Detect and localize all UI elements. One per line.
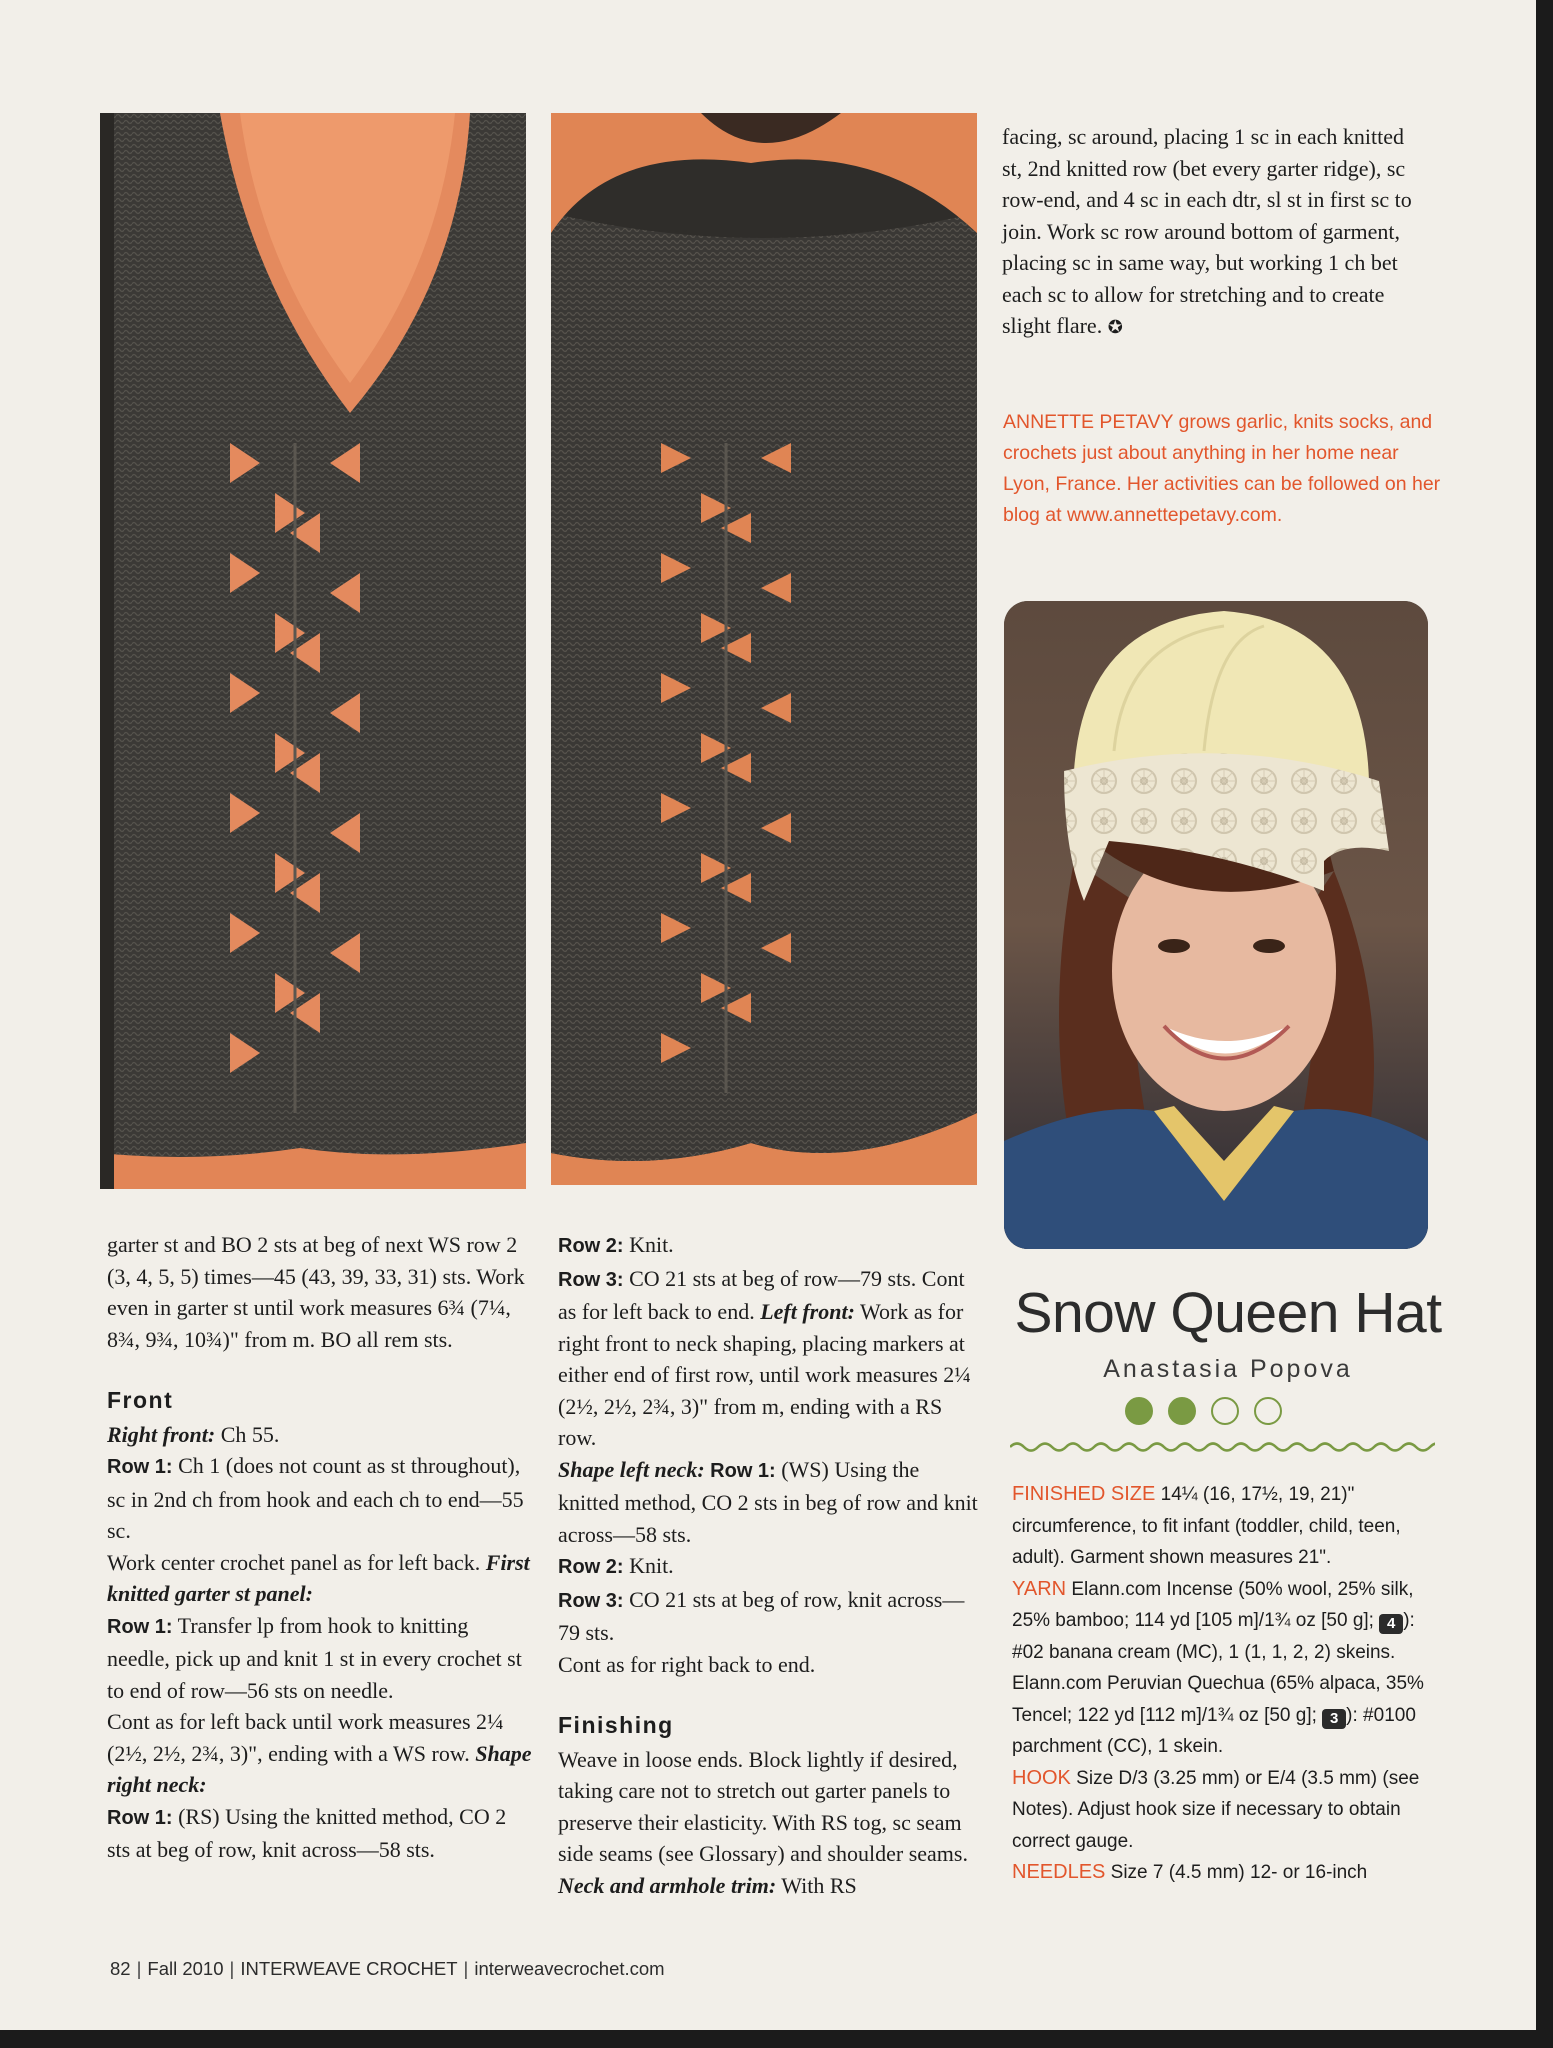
paragraph: garter st and BO 2 sts at beg of next WS row 2 (3, 4, 5, 5) times—45 (43, 39, 33, 31) sts. Work even in garter st until work measures 6¾ (7¼, 8¾, 9¾, 10¾)" from m. BO all rem sts. <box>107 1232 525 1352</box>
section-heading-front: Front <box>107 1387 174 1413</box>
paragraph: Work center crochet panel as for left back. First knitted garter st panel: <box>107 1549 530 1606</box>
paragraph: Row 3: CO 21 sts at beg of row, knit across—79 sts. <box>558 1586 965 1645</box>
yarn-weight-4-icon: 4 <box>1379 1614 1403 1634</box>
paragraph: Row 2: Knit. <box>558 1232 674 1257</box>
paragraph: Neck and armhole trim: With RS <box>558 1872 857 1898</box>
paragraph: Cont as for left back until work measures 2¼ (2½, 2½, 2¾, 3)", ending with a WS row. Shape right neck: <box>107 1709 532 1797</box>
page-footer: 82 | Fall 2010 | INTERWEAVE CROCHET | interweavecrochet.com <box>110 1958 665 1979</box>
paragraph: Cont as for right back to end. <box>558 1651 816 1677</box>
paragraph: facing, sc around, placing 1 sc in each knitted st, 2nd knitted row (bet every garter ridge), sc row-end, and 4 sc in each dtr, sl st in first sc to join. Work sc row around bottom of garment, placing sc in same way, but working 1 ch bet each sc to allow for stretching and to create slight flare. ✪ <box>1002 124 1412 338</box>
spec-hook: HOOK Size D/3 (3.25 mm) or E/4 (3.5 mm) (see Notes). Adjust hook size if necessary to obtain correct gauge. <box>1012 1766 1420 1852</box>
paragraph: Row 2: Knit. <box>558 1553 674 1578</box>
garment-front-photo <box>100 113 526 1189</box>
difficulty-dot-filled-icon <box>1125 1397 1153 1425</box>
page-number: 82 <box>110 1958 131 1979</box>
paragraph: Shape left neck: Row 1: (WS) Using the knitted method, CO 2 sts in beg of row and knit across—58 sts. <box>558 1456 978 1547</box>
spec-needles: NEEDLES Size 7 (4.5 mm) 12- or 16-inch <box>1012 1861 1368 1883</box>
issue-label: Fall 2010 <box>147 1958 224 1979</box>
section-heading-finishing: Finishing <box>558 1712 674 1738</box>
paragraph: Row 1: Ch 1 (does not count as st throughout), sc in 2nd ch from hook and each ch to end—55 sc. <box>107 1453 524 1543</box>
pattern-specs <box>1012 1479 1442 1889</box>
paragraph: Weave in loose ends. Block lightly if desired, taking care not to stretch out garter panels to preserve their elasticity. With RS tog, sc seam side seams (see Glossary) and shoulder seams. <box>558 1746 968 1866</box>
difficulty-dot-filled-icon <box>1168 1397 1196 1425</box>
author-bio: ANNETTE PETAVY grows garlic, knits socks, and crochets just about anything in her home near Lyon, France. Her activities can be followed on her blog at www.annettepetavy.com. <box>1003 411 1441 526</box>
spec-yarn-contrast: Elann.com Peruvian Quechua (65% alpaca, 35% Tencel; 122 yd [112 m]/1¾ oz [50 g]; 3 ): #0100 parchment (CC), 1 skein. <box>1012 1673 1424 1757</box>
paragraph: Row 1: (RS) Using the knitted method, CO 2 sts at beg of row, knit across—58 sts. <box>107 1803 507 1862</box>
magazine-name: INTERWEAVE CROCHET <box>240 1958 458 1979</box>
continued-text-column <box>1002 121 1422 344</box>
garment-back-photo <box>551 113 977 1185</box>
pattern-title: Snow Queen Hat <box>1014 1281 1442 1345</box>
yarn-weight-3-icon: 3 <box>1322 1709 1346 1729</box>
instructions-column-2 <box>558 1229 983 1901</box>
spec-finished-size: FINISHED SIZE 14¼ (16, 17½, 19, 21)" circumference, to fit infant (toddler, child, teen, adult). Garment shown measures 21". <box>1012 1483 1401 1568</box>
decorative-wave-divider <box>1010 1438 1435 1456</box>
end-of-article-icon: ✪ <box>1107 317 1123 337</box>
instructions-column-1 <box>107 1229 532 1866</box>
spec-yarn: YARN Elann.com Incense (50% wool, 25% silk, 25% bamboo; 114 yd [105 m]/1¾ oz [50 g]; 4 ): #02 banana cream (MC), 1 (1, 1, 2, 2) skeins. <box>1012 1577 1415 1663</box>
magazine-url: interweavecrochet.com <box>474 1958 665 1979</box>
pattern-designer: Anastasia Popova <box>1103 1355 1353 1383</box>
difficulty-dot-empty-icon <box>1254 1397 1282 1425</box>
difficulty-dot-empty-icon <box>1211 1397 1239 1425</box>
paragraph: Row 1: Transfer lp from hook to knitting needle, pick up and knit 1 st in every crochet st to end of row—56 sts on needle. <box>107 1612 522 1703</box>
paragraph: Row 3: CO 21 sts at beg of row—79 sts. Cont as for left back to end. Left front: Work as for right front to neck shaping, placing markers at either end of first row, until work measures 2¼ (2½, 2½, 2¾, 3)" from m, ending with a RS row. <box>558 1265 971 1450</box>
snow-queen-hat-photo <box>1004 601 1428 1249</box>
paragraph: Right front: Ch 55. <box>107 1421 280 1447</box>
difficulty-rating <box>1125 1397 1282 1425</box>
